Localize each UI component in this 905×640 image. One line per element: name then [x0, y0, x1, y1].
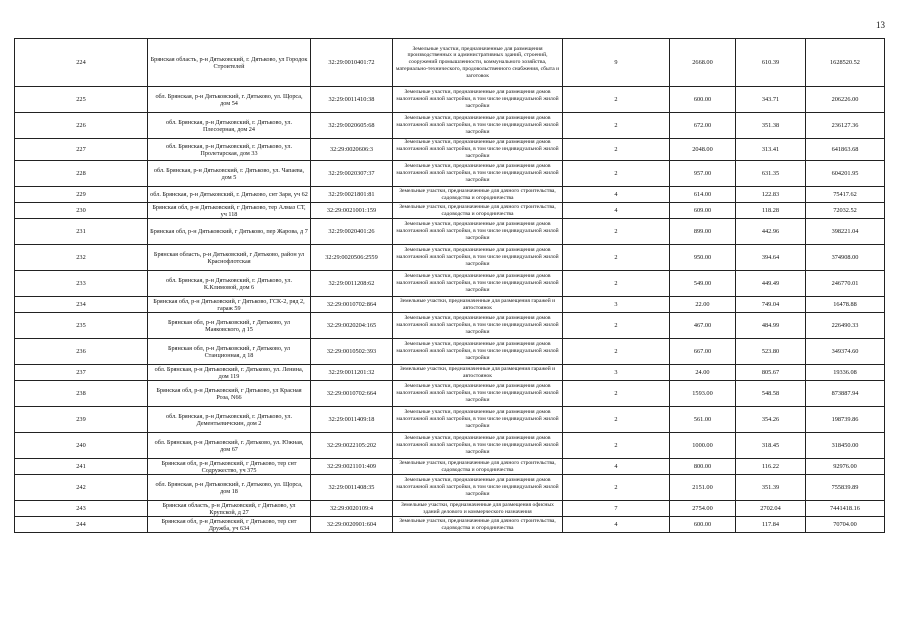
address-cell: Брянская обл, р-н Дятьковский, г Дятьково, тер снт Дружба, уч 634	[148, 517, 311, 533]
cadastral-value-cell: 755839.89	[806, 475, 885, 501]
cadastral-number-cell: 32:29:0021101:409	[311, 459, 393, 475]
cadastral-number-cell: 32:29:0010502:393	[311, 339, 393, 365]
area-cell: 1593.00	[670, 381, 736, 407]
address-cell: обл. Брянская, р-н Дятьковский, г. Дятьково, ул. Дементьевичскин, дом 2	[148, 407, 311, 433]
cadastral-value-cell: 75417.62	[806, 187, 885, 203]
page-number: 13	[876, 20, 885, 30]
row-number-cell: 226	[15, 113, 148, 139]
area-cell: 609.00	[670, 203, 736, 219]
use-group-cell: 4	[563, 203, 670, 219]
address-cell: Брянская область, р-н Дятьковский, г Дятьково, ул Крупской, д 27	[148, 501, 311, 517]
cadastral-value-cell: 641863.68	[806, 139, 885, 161]
specific-value-cell: 749.04	[736, 297, 806, 313]
cadastral-value-cell: 72032.52	[806, 203, 885, 219]
address-cell: обл. Брянская, р-н Дятьковский, г. Дятьково, ул. К.Климовой, дом 6	[148, 271, 311, 297]
row-number-cell: 230	[15, 203, 148, 219]
specific-value-cell: 631.35	[736, 161, 806, 187]
cadastral-value-cell: 70704.00	[806, 517, 885, 533]
use-group-cell: 2	[563, 313, 670, 339]
cadastral-number-cell: 32:29:0010702:864	[311, 297, 393, 313]
table-row	[15, 297, 885, 313]
land-use-cell: Земельные участки, предназначенные для размещения домов малоэтажной жилой застройки, в том числе индивидуальной жилой застройки	[393, 161, 563, 187]
area-cell: 22.00	[670, 297, 736, 313]
cadastral-value-cell: 604201.95	[806, 161, 885, 187]
land-use-cell: Земельные участки, предназначенные для размещения домов малоэтажной жилой застройки, в том числе индивидуальной жилой застройки	[393, 271, 563, 297]
cadastral-number-cell: 32:29:0010401:72	[311, 39, 393, 87]
table-row	[15, 381, 885, 407]
address-cell: Брянская обл, р-н Дятьковский, г Дятьково, ул Маяковского, д 15	[148, 313, 311, 339]
cadastral-value-cell: 236127.36	[806, 113, 885, 139]
table-row	[15, 271, 885, 297]
area-cell: 672.00	[670, 113, 736, 139]
cadastral-value-cell: 16478.88	[806, 297, 885, 313]
table-row	[15, 313, 885, 339]
table-row	[15, 475, 885, 501]
row-number-cell: 229	[15, 187, 148, 203]
table-row	[15, 87, 885, 113]
row-number-cell: 236	[15, 339, 148, 365]
cadastral-value-cell: 198739.86	[806, 407, 885, 433]
land-use-cell: Земельные участки, предназначенные для дачного строительства, садоводства и огородничества	[393, 203, 563, 219]
land-use-cell: Земельные участки, предназначенные для дачного строительства, садоводства и огородничества	[393, 187, 563, 203]
cadastral-number-cell: 32:29:0020606:3	[311, 139, 393, 161]
table-row	[15, 219, 885, 245]
row-number-cell: 227	[15, 139, 148, 161]
specific-value-cell: 484.99	[736, 313, 806, 339]
cadastral-number-cell: 32:29:0020204:165	[311, 313, 393, 339]
cadastral-number-cell: 32:29:0020401:26	[311, 219, 393, 245]
use-group-cell: 4	[563, 187, 670, 203]
address-cell: обл. Брянская, р-н Дятьковский, г. Дятьково, ул. Южная, дом 67	[148, 433, 311, 459]
use-group-cell: 9	[563, 39, 670, 87]
specific-value-cell: 805.67	[736, 365, 806, 381]
land-use-cell: Земельные участки, предназначенные для размещения домов малоэтажной жилой застройки, в том числе индивидуальной жилой застройки	[393, 407, 563, 433]
cadastral-number-cell: 32:29:0011409:18	[311, 407, 393, 433]
cadastral-number-cell: 32:29:0010702:664	[311, 381, 393, 407]
table-body	[15, 39, 885, 533]
specific-value-cell: 442.96	[736, 219, 806, 245]
cadastral-number-cell: 32:29:0020901:604	[311, 517, 393, 533]
address-cell: обл. Брянская, р-н Дятьковский, г. Дятьково, ул. Щорса, дом 18	[148, 475, 311, 501]
use-group-cell: 2	[563, 245, 670, 271]
row-number-cell: 238	[15, 381, 148, 407]
use-group-cell: 2	[563, 161, 670, 187]
cadastral-number-cell: 32:29:0021801:81	[311, 187, 393, 203]
table-row	[15, 501, 885, 517]
cadastral-value-cell: 206226.00	[806, 87, 885, 113]
area-cell: 561.00	[670, 407, 736, 433]
row-number-cell: 243	[15, 501, 148, 517]
row-number-cell: 224	[15, 39, 148, 87]
use-group-cell: 2	[563, 113, 670, 139]
address-cell: Брянская обл, р-н Дятьковский, г Дятьково, пер Жарова, д 7	[148, 219, 311, 245]
use-group-cell: 3	[563, 297, 670, 313]
table-row	[15, 39, 885, 87]
cadastral-number-cell: 32:29:0011201:32	[311, 365, 393, 381]
cadastral-number-cell: 32:29:0011208:62	[311, 271, 393, 297]
cadastral-number-cell: 32:29:0021001:159	[311, 203, 393, 219]
area-cell: 1000.00	[670, 433, 736, 459]
row-number-cell: 231	[15, 219, 148, 245]
row-number-cell: 235	[15, 313, 148, 339]
use-group-cell: 2	[563, 475, 670, 501]
row-number-cell: 239	[15, 407, 148, 433]
cadastral-value-cell: 318450.00	[806, 433, 885, 459]
row-number-cell: 244	[15, 517, 148, 533]
use-group-cell: 2	[563, 433, 670, 459]
use-group-cell: 2	[563, 381, 670, 407]
land-use-cell: Земельные участки, предназначенные для размещения домов малоэтажной жилой застройки, в том числе индивидуальной жилой застройки	[393, 381, 563, 407]
specific-value-cell: 313.41	[736, 139, 806, 161]
address-cell: обл. Брянская, р-н Дятьковский, г. Дятьково, ул. Пролетарская, дом 33	[148, 139, 311, 161]
specific-value-cell: 318.45	[736, 433, 806, 459]
cadastral-value-cell: 1628520.52	[806, 39, 885, 87]
specific-value-cell: 343.71	[736, 87, 806, 113]
row-number-cell: 242	[15, 475, 148, 501]
cadastral-number-cell: 32:29:0011410:38	[311, 87, 393, 113]
specific-value-cell: 354.26	[736, 407, 806, 433]
land-use-cell: Земельные участки, предназначенные для размещения домов малоэтажной жилой застройки, в том числе индивидуальной жилой застройки	[393, 139, 563, 161]
area-cell: 2048.00	[670, 139, 736, 161]
area-cell: 2668.00	[670, 39, 736, 87]
specific-value-cell: 116.22	[736, 459, 806, 475]
area-cell: 950.00	[670, 245, 736, 271]
table-row	[15, 433, 885, 459]
address-cell: Брянская обл, р-н Дятьковский, г Дятьково, ул Красная Роза, N66	[148, 381, 311, 407]
table-row	[15, 459, 885, 475]
cadastral-number-cell: 32:29:0022105:202	[311, 433, 393, 459]
area-cell: 667.00	[670, 339, 736, 365]
table-row	[15, 113, 885, 139]
table-row	[15, 365, 885, 381]
land-use-cell: Земельные участки, предназначенные для размещения домов малоэтажной жилой застройки, в том числе индивидуальной жилой застройки	[393, 313, 563, 339]
table-row	[15, 187, 885, 203]
area-cell: 899.00	[670, 219, 736, 245]
table-row	[15, 161, 885, 187]
cadastral-value-cell: 374908.00	[806, 245, 885, 271]
address-cell: обл. Брянская, р-н Дятьковский, г. Дятьково, снт Заря, уч 62	[148, 187, 311, 203]
land-use-cell: Земельные участки, предназначенные для размещения офисных зданий делового и коммерческого назначения	[393, 501, 563, 517]
area-cell: 600.00	[670, 517, 736, 533]
row-number-cell: 228	[15, 161, 148, 187]
land-use-cell: Земельные участки, предназначенные для размещения домов малоэтажной жилой застройки, в том числе индивидуальной жилой застройки	[393, 113, 563, 139]
land-use-cell: Земельные участки, предназначенные для размещения домов малоэтажной жилой застройки, в том числе индивидуальной жилой застройки	[393, 433, 563, 459]
area-cell: 614.00	[670, 187, 736, 203]
specific-value-cell: 117.84	[736, 517, 806, 533]
specific-value-cell: 351.38	[736, 113, 806, 139]
cadastral-value-cell: 19336.08	[806, 365, 885, 381]
row-number-cell: 241	[15, 459, 148, 475]
land-use-cell: Земельные участки, предназначенные для размещения домов малоэтажной жилой застройки, в том числе индивидуальной жилой застройки	[393, 475, 563, 501]
cadastral-value-cell: 873887.94	[806, 381, 885, 407]
specific-value-cell: 2702.04	[736, 501, 806, 517]
specific-value-cell: 394.64	[736, 245, 806, 271]
area-cell: 800.00	[670, 459, 736, 475]
land-use-cell: Земельные участки, предназначенные для размещения домов малоэтажной жилой застройки, в том числе индивидуальной жилой застройки	[393, 339, 563, 365]
land-use-cell: Земельные участки, предназначенные для размещения домов малоэтажной жилой застройки, в том числе индивидуальной жилой застройки	[393, 87, 563, 113]
table-row	[15, 407, 885, 433]
use-group-cell: 3	[563, 365, 670, 381]
address-cell: Брянская обл, р-н Дятьковский, г Дятьково, ул Станционная, д 18	[148, 339, 311, 365]
cadastral-number-cell: 32:29:0020307:37	[311, 161, 393, 187]
specific-value-cell: 351.39	[736, 475, 806, 501]
address-cell: обл. Брянская, р-н Дятьковский, г. Дятьково, ул. Плесоерная, дом 24	[148, 113, 311, 139]
land-use-cell: Земельные участки, предназначенные для дачного строительства, садоводства и огородничества	[393, 459, 563, 475]
use-group-cell: 2	[563, 407, 670, 433]
cadastral-number-cell: 32:29:0020605:68	[311, 113, 393, 139]
land-use-cell: Земельные участки, предназначенные для размещения гаражей и автостоянок	[393, 297, 563, 313]
land-use-cell: Земельные участки, предназначенные для размещения производственных и административных зданий, строений, сооружений промышленности, коммунального хозяйства, материально-технического, продовольственного снабжения, сбыта и заготовок	[393, 39, 563, 87]
area-cell: 24.00	[670, 365, 736, 381]
row-number-cell: 234	[15, 297, 148, 313]
area-cell: 549.00	[670, 271, 736, 297]
use-group-cell: 2	[563, 87, 670, 113]
land-registry-table	[14, 38, 885, 533]
address-cell: Брянская обл, р-н Дятьковский, г Дятьково, тер Алмаз СТ, уч 118	[148, 203, 311, 219]
cadastral-number-cell: 32:29:0020506:2559	[311, 245, 393, 271]
row-number-cell: 225	[15, 87, 148, 113]
land-use-cell: Земельные участки, предназначенные для размещения домов малоэтажной жилой застройки, в том числе индивидуальной жилой застройки	[393, 245, 563, 271]
land-use-cell: Земельные участки, предназначенные для размещения домов малоэтажной жилой застройки, в том числе индивидуальной жилой застройки	[393, 219, 563, 245]
row-number-cell: 232	[15, 245, 148, 271]
cadastral-number-cell: 32:29:0011408:35	[311, 475, 393, 501]
area-cell: 2151.00	[670, 475, 736, 501]
cadastral-value-cell: 398221.04	[806, 219, 885, 245]
row-number-cell: 237	[15, 365, 148, 381]
address-cell: Брянская обл, р-н Дятьковский, г Дятьково, ГСК-2, ряд 2, гараж 59	[148, 297, 311, 313]
cadastral-value-cell: 246770.01	[806, 271, 885, 297]
land-use-cell: Земельные участки, предназначенные для размещения гаражей и автостоянок	[393, 365, 563, 381]
area-cell: 467.00	[670, 313, 736, 339]
use-group-cell: 2	[563, 139, 670, 161]
land-use-cell: Земельные участки, предназначенные для дачного строительства, садоводства и огородничества	[393, 517, 563, 533]
area-cell: 600.00	[670, 87, 736, 113]
use-group-cell: 2	[563, 271, 670, 297]
use-group-cell: 4	[563, 517, 670, 533]
use-group-cell: 7	[563, 501, 670, 517]
address-cell: обл. Брянская, р-н Дятьковский, г. Дятьково, ул. Ленина, дом 119	[148, 365, 311, 381]
row-number-cell: 240	[15, 433, 148, 459]
specific-value-cell: 122.83	[736, 187, 806, 203]
cadastral-value-cell: 349374.60	[806, 339, 885, 365]
area-cell: 957.00	[670, 161, 736, 187]
specific-value-cell: 523.80	[736, 339, 806, 365]
specific-value-cell: 548.58	[736, 381, 806, 407]
use-group-cell: 4	[563, 459, 670, 475]
table-row	[15, 139, 885, 161]
specific-value-cell: 610.39	[736, 39, 806, 87]
address-cell: обл. Брянская, р-н Дятьковский, г. Дятьково, ул. Щорса, дом 54	[148, 87, 311, 113]
cadastral-number-cell: 32:29:0020109:4	[311, 501, 393, 517]
use-group-cell: 2	[563, 339, 670, 365]
address-cell: Брянская область, р-н Дятьковский, г Дятьково, район ул Краснофлотская	[148, 245, 311, 271]
table-row	[15, 517, 885, 533]
area-cell: 2754.00	[670, 501, 736, 517]
row-number-cell: 233	[15, 271, 148, 297]
table-row	[15, 339, 885, 365]
address-cell: обл. Брянская, р-н Дятьковский, г. Дятьково, ул. Чапаева, дом 5	[148, 161, 311, 187]
cadastral-value-cell: 226490.33	[806, 313, 885, 339]
table-row	[15, 203, 885, 219]
address-cell: Брянская обл, р-н Дятьковский, г Дятьково, тер снт Содружество, уч 375	[148, 459, 311, 475]
specific-value-cell: 449.49	[736, 271, 806, 297]
specific-value-cell: 118.28	[736, 203, 806, 219]
cadastral-value-cell: 7441418.16	[806, 501, 885, 517]
address-cell: Брянская область, р-н Дятьковский, г. Дятьково, ул Городок Строителей	[148, 39, 311, 87]
use-group-cell: 2	[563, 219, 670, 245]
table-row	[15, 245, 885, 271]
cadastral-value-cell: 92976.00	[806, 459, 885, 475]
